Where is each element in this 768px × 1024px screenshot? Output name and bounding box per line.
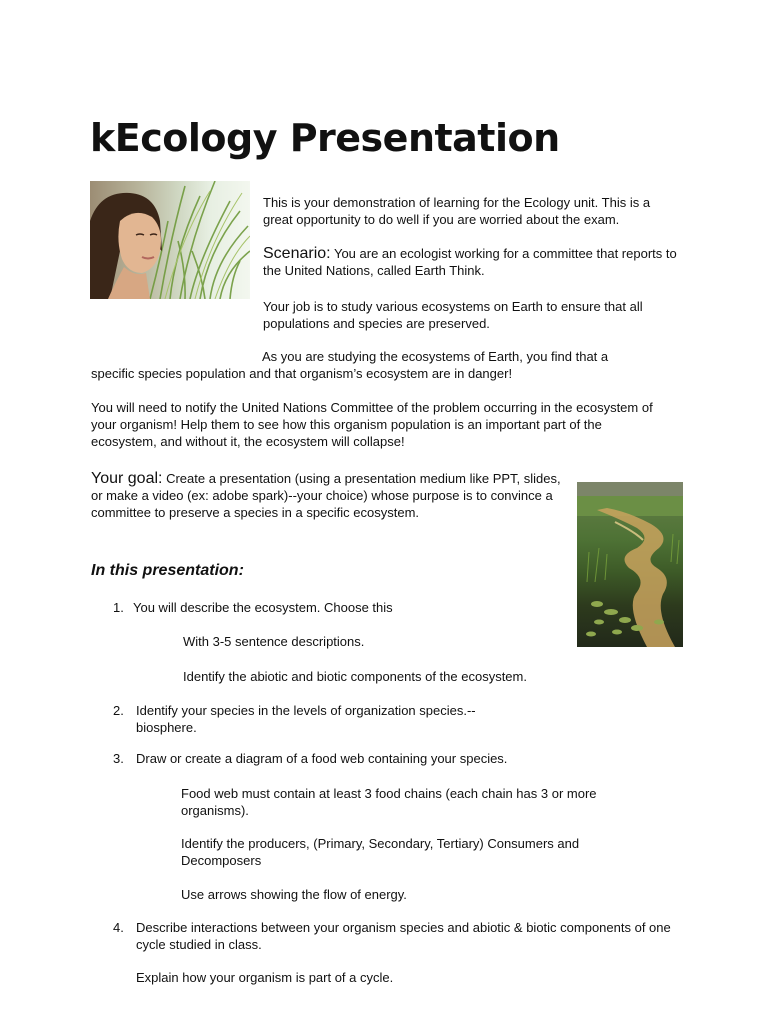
job-paragraph: Your job is to study various ecosystems on Earth to ensure that all populations and species are preserved. (263, 299, 643, 331)
goal-paragraph (91, 470, 561, 521)
item-3b-text: Identify the producers, (Primary, Secondary, Tertiary) Consumers and Decomposers (181, 836, 580, 868)
item-2-text: Identify your species in the levels of organization species.-- biosphere. (136, 703, 476, 735)
item-2-number: 2. (113, 703, 124, 718)
scenario-label: Scenario: (263, 245, 331, 262)
item-1a-text: With 3-5 sentence descriptions. (183, 634, 365, 649)
marsh-stream-photo (577, 482, 683, 647)
scenario-text: You are an ecologist working for a committee that reports to the United Nations, called Earth Think. (263, 246, 677, 278)
studying-line-1: As you are studying the ecosystems of Earth, you find that a (262, 349, 609, 364)
item-4-number: 4. (113, 920, 124, 935)
item-3a-text: Food web must contain at least 3 food chains (each chain has 3 or more organisms). (181, 786, 597, 818)
item-1-text: You will describe the ecosystem. Choose this (133, 600, 393, 615)
woman-in-grass-photo (90, 181, 250, 299)
notify-paragraph: You will need to notify the United Nations Committee of the problem occurring in the ecosystem of your organism! Help them to see how this organism population is an important part of the ecosystem, and without it, the ecosystem will collapse! (91, 400, 653, 449)
intro-paragraph: This is your demonstration of learning for the Ecology unit. This is a great opportunity to do well if you are worried about the exam. (263, 195, 651, 227)
item-4a-text: Explain how your organism is part of a cycle. (136, 970, 394, 985)
item-3c-text: Use arrows showing the flow of energy. (181, 887, 407, 902)
item-1b-text: Identify the abiotic and biotic components of the ecosystem. (183, 669, 527, 684)
item-3-text: Draw or create a diagram of a food web containing your species. (136, 751, 508, 766)
page-title: kEcology Presentation (90, 116, 560, 160)
studying-line-2: specific species population and that organism’s ecosystem are in danger! (91, 366, 513, 381)
scenario-paragraph (263, 245, 683, 279)
goal-text: Create a presentation (using a presentation medium like PPT, slides, or make a video (ex: adobe spark)--your choice) whose purpose is to convince a committee to preserve a species in a specific ecosystem. (91, 471, 561, 520)
section-heading: In this presentation: (91, 562, 244, 579)
item-4-text: Describe interactions between your organism species and abiotic & biotic components of one cycle studied in class. (136, 920, 671, 952)
goal-label: Your goal: (91, 470, 163, 487)
item-1-number: 1. (113, 600, 124, 615)
item-3-number: 3. (113, 751, 124, 766)
